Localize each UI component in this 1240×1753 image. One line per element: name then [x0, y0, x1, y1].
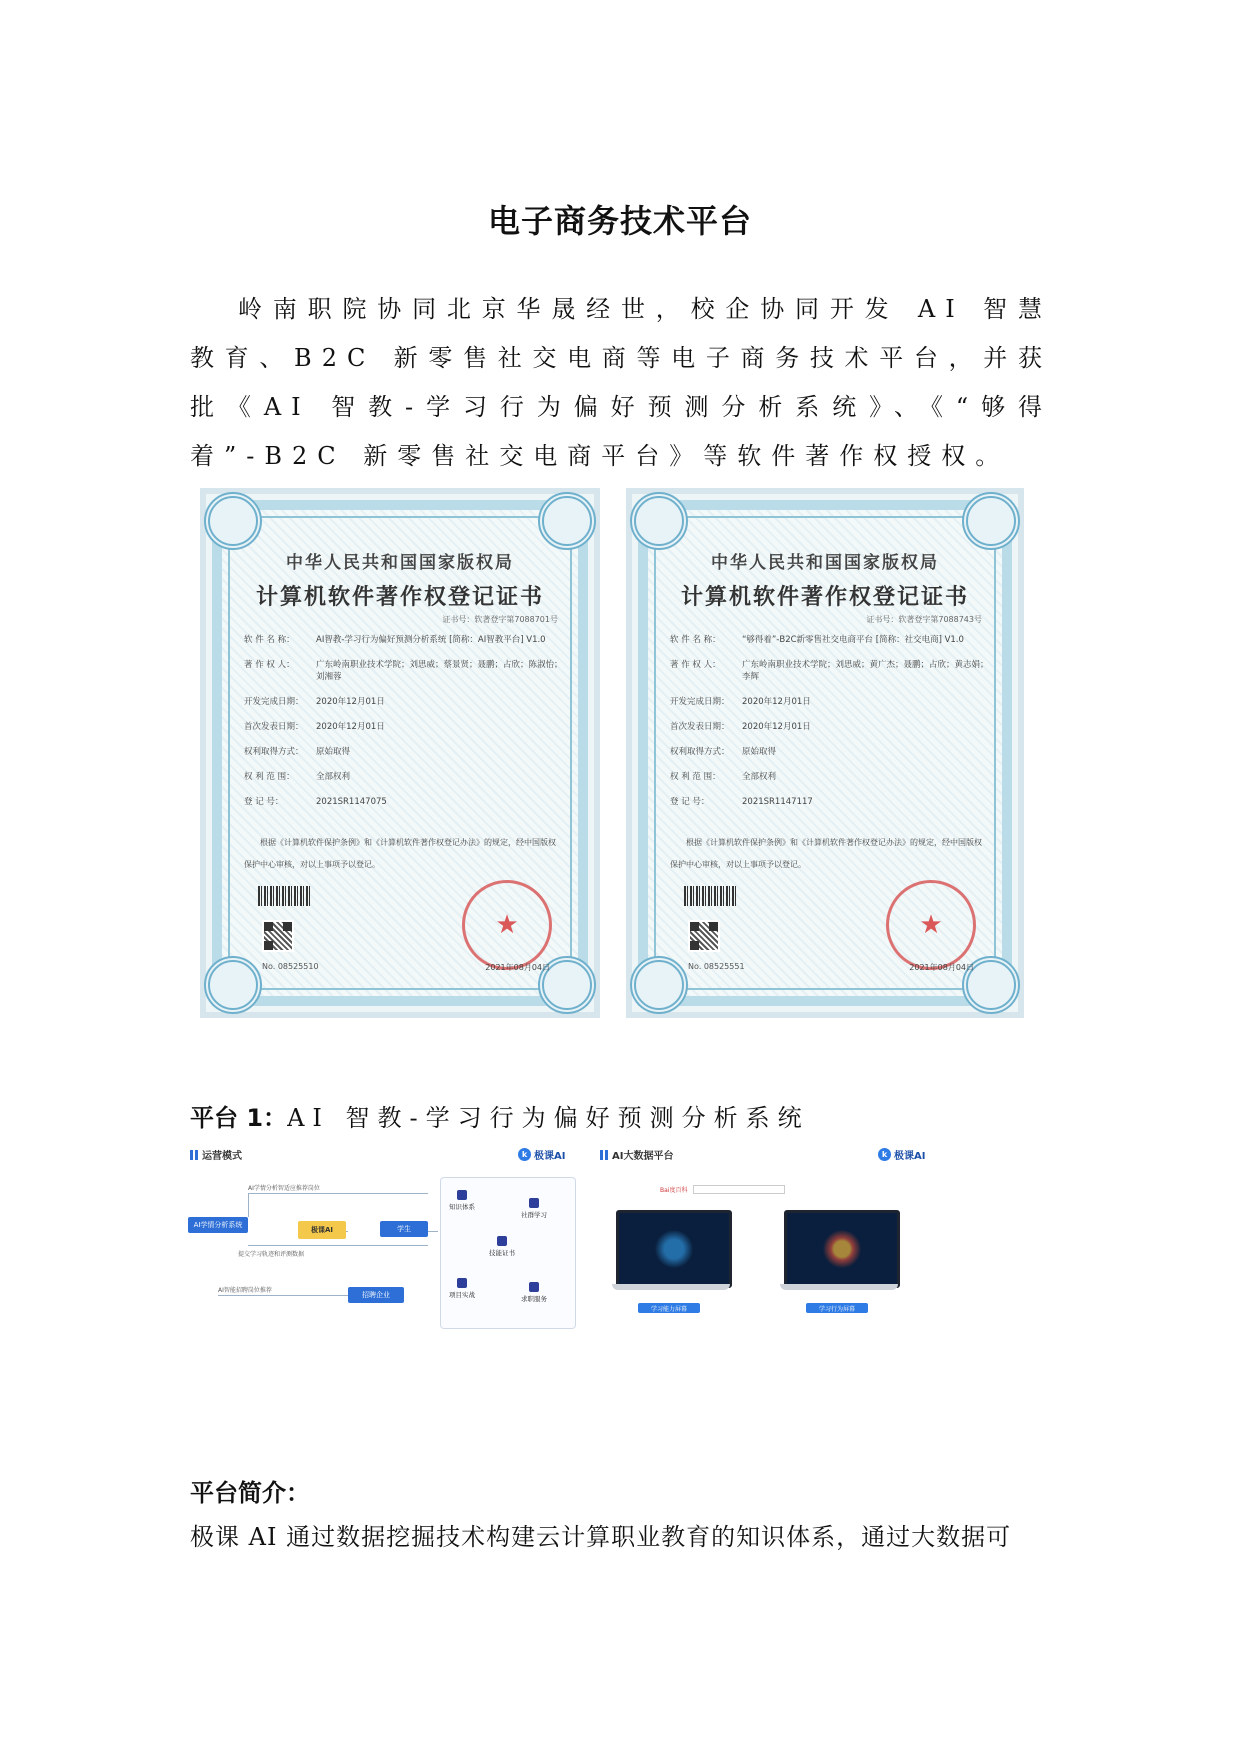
community-icon: [529, 1198, 539, 1208]
platform-intro-text: 极课 AI 通过数据挖掘技术构建云计算职业教育的知识体系，通过大数据可: [190, 1523, 1012, 1551]
jike-ai-logo: [878, 1147, 925, 1162]
service-item: [521, 1198, 547, 1219]
field-value: 2020年12月01日: [316, 697, 385, 707]
platform-1-heading: [190, 1098, 810, 1133]
learning-ability-button: 学习能力屏幕: [638, 1303, 700, 1313]
platform-1-name: AI 智教-学习行为偏好预测分析系统: [287, 1104, 810, 1132]
qr-code-icon: [688, 920, 720, 952]
service-item-label: 技能证书: [489, 1249, 515, 1257]
operating-model-diagram: [188, 1145, 582, 1327]
platform-intro-heading: 平台简介：: [190, 1479, 310, 1507]
laptop-screen-2: [780, 1210, 898, 1313]
service-item-label: 社群学习: [521, 1211, 547, 1219]
field-key: 软 件 名 称：: [670, 635, 721, 645]
certificate-image-1: [200, 488, 600, 1018]
search-brand: Bai度百科: [660, 1186, 688, 1194]
diagram-heading: [190, 1147, 242, 1162]
laptop-base: [780, 1284, 898, 1290]
certificate-row: [670, 721, 990, 733]
field-key: 著 作 权 人：: [244, 660, 295, 670]
field-key: 著 作 权 人：: [670, 660, 721, 670]
service-item: [521, 1282, 547, 1303]
certificate-row: [670, 796, 990, 808]
service-item: [489, 1236, 515, 1257]
connector: [218, 1295, 348, 1296]
field-value: 全部权利: [316, 772, 351, 782]
note-top: AI学情分析智适应推荐岗位: [248, 1185, 320, 1192]
field-key: 权利取得方式：: [244, 747, 304, 757]
ornament-corner: [630, 956, 688, 1014]
certificate-date: 2021年08月04日: [909, 963, 974, 972]
k-logo-icon: k: [878, 1148, 891, 1161]
k-logo-icon: k: [518, 1148, 531, 1161]
intro-paragraph: 岭南职院协同北京华晟经世，校企协同开发 AI 智慧教育、B2C 新零售社交电商等电子商务技术平台，并获批《AI 智教-学习行为偏好预测分析系统》、《“够得着”-B2C 新零售社交电商平台》等软件著作权授权。: [190, 295, 1052, 470]
recruit-company-box: 招聘企业: [348, 1287, 404, 1303]
field-key: 开发完成日期：: [670, 697, 730, 707]
certificate-number: No. 08525551: [688, 962, 745, 971]
certificate-basis: 根据《计算机软件保护条例》和《计算机软件著作权登记办法》的规定，经中国版权保护中心审核，对以上事项予以登记。: [670, 838, 982, 869]
certificate-row: [670, 696, 990, 708]
certificate-date: 2021年08月04日: [485, 963, 550, 972]
service-item-label: 项目实战: [449, 1291, 475, 1299]
field-key: 登 记 号：: [244, 797, 284, 807]
dashboard-screen: [784, 1210, 900, 1288]
logo-text: 极课AI: [894, 1151, 926, 1162]
search-input: [693, 1185, 785, 1194]
certificate-title: 计算机软件著作权登记证书: [255, 584, 544, 610]
bigdata-heading-text: AI大数据平台: [612, 1151, 674, 1162]
service-panel: [440, 1177, 576, 1329]
field-value: 2021SR1147075: [316, 797, 387, 807]
certificate-row: [244, 696, 566, 708]
certificate-fields: [244, 634, 566, 821]
ornament-corner: [538, 492, 596, 550]
note-mid: 提交学习轨迹和评测数据: [238, 1251, 305, 1258]
project-icon: [457, 1278, 467, 1288]
field-value: 2021SR1147117: [742, 797, 813, 807]
laptop-base: [612, 1284, 730, 1290]
certificate-authority: 中华人民共和国国家版权局: [711, 553, 939, 573]
field-value: 2020年12月01日: [742, 697, 811, 707]
note-bottom: AI智能招聘岗位推荐: [218, 1287, 272, 1294]
certificate-row: [244, 721, 566, 733]
qr-code-icon: [262, 920, 294, 952]
certificate-fields: [670, 634, 990, 821]
ornament-corner: [962, 492, 1020, 550]
jike-center-box: 极课AI: [298, 1221, 346, 1239]
ornament-corner: [204, 492, 262, 550]
field-value: 原始取得: [742, 747, 777, 757]
field-value: “够得着”-B2C新零售社交电商平台 [简称：社交电商] V1.0: [742, 635, 964, 645]
field-key: 权利取得方式：: [670, 747, 730, 757]
field-value: 广东岭南职业技术学院；刘思威；黄广杰；聂鹏；占欣；黄志娟；李辉: [742, 660, 989, 682]
connector: [248, 1245, 428, 1246]
certificate-row: [244, 746, 566, 758]
analysis-system-box: AI学情分析系统: [188, 1217, 248, 1233]
service-item-label: 知识体系: [449, 1203, 475, 1211]
certificate-row: [670, 659, 990, 683]
field-value: 广东岭南职业技术学院；刘思威；蔡景贤；聂鹏；占欣；陈淑怡；刘湘蓉: [316, 660, 563, 682]
field-value: 原始取得: [316, 747, 351, 757]
certificate-row: [244, 771, 566, 783]
certificate-row: [244, 634, 566, 646]
platform-1-label: 平台 1：: [190, 1104, 288, 1132]
certificate-icon: [497, 1236, 507, 1246]
field-value: 2020年12月01日: [316, 722, 385, 732]
service-item: [449, 1278, 475, 1299]
logo-text: 极课AI: [534, 1151, 566, 1162]
connector: [248, 1193, 249, 1217]
knowledge-icon: [457, 1190, 467, 1200]
section-bars-icon: [190, 1150, 198, 1160]
certificate-row: [244, 659, 566, 683]
certificate-row: [670, 634, 990, 646]
connector: [248, 1193, 428, 1194]
service-item-label: 求职服务: [521, 1295, 547, 1303]
search-bar: [660, 1185, 850, 1193]
jike-ai-logo: [518, 1147, 565, 1162]
certificate-image-2: [626, 488, 1024, 1018]
certificate-row: [670, 771, 990, 783]
barcode-icon: [258, 886, 310, 906]
certificate-row: [670, 746, 990, 758]
certificate-row: [244, 796, 566, 808]
barcode-icon: [684, 886, 736, 906]
service-item: [449, 1190, 475, 1211]
dashboard-screen: [616, 1210, 732, 1288]
job-service-icon: [529, 1282, 539, 1292]
learning-behavior-button: 学习行为屏幕: [806, 1303, 868, 1313]
field-key: 权 利 范 围：: [670, 772, 721, 782]
bigdata-heading: [600, 1147, 673, 1162]
field-key: 登 记 号：: [670, 797, 710, 807]
ai-bigdata-platform-image: [600, 1145, 940, 1327]
field-value: 2020年12月01日: [742, 722, 811, 732]
student-box: 学生: [380, 1221, 428, 1237]
field-key: 软 件 名 称：: [244, 635, 295, 645]
field-key: 权 利 范 围：: [244, 772, 295, 782]
certificate-basis: 根据《计算机软件保护条例》和《计算机软件著作权登记办法》的规定，经中国版权保护中心审核，对以上事项予以登记。: [244, 838, 556, 869]
field-value: 全部权利: [742, 772, 777, 782]
ornament-corner: [630, 492, 688, 550]
field-key: 开发完成日期：: [244, 697, 304, 707]
field-key: 首次发表日期：: [244, 722, 304, 732]
official-seal: ★: [886, 880, 976, 970]
ornament-corner: [204, 956, 262, 1014]
field-key: 首次发表日期：: [670, 722, 730, 732]
certificate-title: 计算机软件著作权登记证书: [680, 584, 969, 610]
official-seal: ★: [462, 880, 552, 970]
certificate-authority: 中华人民共和国国家版权局: [286, 553, 514, 573]
certificate-reg-no: 证书号：软著登字第7088701号: [442, 615, 558, 624]
certificate-number: No. 08525510: [262, 962, 319, 971]
section-bars-icon: [600, 1150, 608, 1160]
diagram-heading-text: 运营模式: [202, 1151, 242, 1162]
page-title: 电子商务技术平台: [487, 202, 752, 240]
certificate-reg-no: 证书号：软著登字第7088743号: [866, 615, 982, 624]
laptop-screen-1: [612, 1210, 730, 1313]
field-value: AI智教-学习行为偏好预测分析系统 [简称：AI智教平台] V1.0: [316, 635, 546, 645]
